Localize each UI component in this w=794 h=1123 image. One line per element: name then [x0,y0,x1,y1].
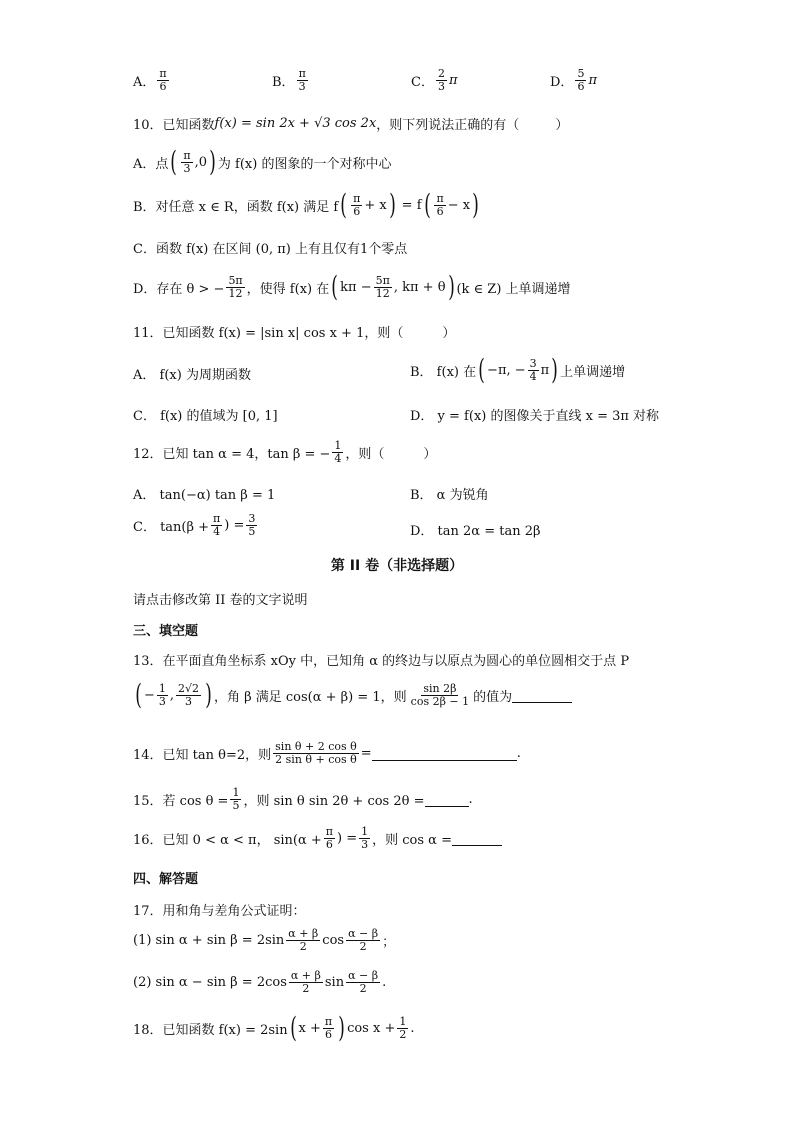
q9-option-b: B． $\frac{\pi}{3}$ [272,67,306,93]
part2-note: 请点击修改第 II 卷的文字说明 [133,593,308,608]
q15: 15．若 cos θ = $\frac{1}{5}$ ，则 sin θ sin 2θ + cos 2θ = . [133,786,473,812]
q16: 16．已知 0 < α < π， sin(α + $\frac{\pi}{6}$ ) = $\frac{1}{3}$ ，则 cos α = [133,826,502,851]
q12-option-c: C． tan(β + $\frac{\pi}{4}$ ) = $\frac{3}{5}$ [133,512,256,538]
q10-option-b: B．对任意 x ∈ R，函数 f(x) 满足 f ( $\frac{\pi}{6}$ + x ) = f ( $\frac{\pi}{6}$ − x ) [133,188,479,221]
q10-option-d: D．存在 θ > − $\frac{5\pi}{12}$ ，使得 f(x) 在 ( kπ − $\frac{5\pi}{12}$ , kπ + θ ) (k ∈ Z) 上单调递增 [133,270,571,303]
q14: 14．已知 tan θ=2，则 $\frac{\text{sin θ + 2 cos θ}}{\text{2 sin θ + cos θ}}$ = . [133,740,521,766]
q12-option-a: A． tan(−α) tan β = 1 [133,488,276,503]
section-answer: 四、解答题 [133,872,199,887]
q11-option-a: A． f(x) 为周期函数 [133,368,251,383]
q17-part2: (2) sin α − sin β = 2cos $\frac{\alpha + \beta}{2}$ sin $\frac{\alpha - \beta}{2}$ . [133,969,387,995]
q16-answer-blank[interactable] [452,831,502,846]
part2-title: 第 II 卷（非选择题） [330,558,464,574]
q11-option-b: B． f(x) 在 ( −π, − $\frac{3}{4}$ π ) 上单调递增 [410,353,626,386]
q9-option-d: D． $\frac{5}{6}$ π [550,67,597,93]
q11-option-d: D． y = f(x) 的图像关于直线 x = 3π 对称 [410,409,660,424]
q11-stem: 11．已知函数 f(x) = |sin x| cos x + 1，则（ ） [133,326,456,341]
q17-stem: 17．用和角与差角公式证明： [133,904,306,919]
q18: 18．已知函数 f(x) = 2sin ( x + $\frac{\pi}{6}$ ) cos x + $\frac{1}{2}$ . [133,1011,415,1044]
q9-option-c: C． $\frac{2}{3}$ π [411,67,458,93]
q9-option-a: A． $\frac{\pi}{6}$ [133,67,167,93]
q12-option-d: D． tan 2α = tan 2β [410,524,541,539]
q13-stem: 13．在平面直角坐标系 xOy 中，已知角 α 的终边与以原点为圆心的单位圆相交于点 P [133,654,630,669]
section-fill-in: 三、填空题 [133,624,199,639]
q10-stem: 10．已知函数 f(x) = sin 2x + √3 cos 2x ，则下列说法正确的有（ ） [133,116,569,133]
q17-part1: (1) sin α + sin β = 2sin $\frac{\alpha + \beta}{2}$ cos $\frac{\alpha - \beta}{2}$ ； [133,927,396,953]
q13-answer-blank[interactable] [512,688,572,703]
q10-option-c: C．函数 f(x) 在区间 (0, π) 上有且仅有1个零点 [133,242,408,257]
q14-answer-blank[interactable] [372,746,517,761]
q13-condition: ( − $\frac{1}{3}$ , $\frac{2√2}{3}$ ) ，角 β 满足 cos(α + β) = 1，则 $\frac{\sin 2\beta}{\cos 2\beta - 1}$ 的值为 [133,681,572,709]
q10-option-a: A．点 ( $\frac{\pi}{3}$ ,0 ) 为 f(x) 的图象的一个对称中心 [133,145,392,178]
q15-answer-blank[interactable] [425,792,469,807]
q11-option-c: C． f(x) 的值域为 [0, 1] [133,409,278,424]
q12-stem: 12．已知 tan α = 4，tan β = − $\frac{1}{4}$ ，则（ ） [133,439,437,465]
q12-option-b: B． α 为锐角 [410,488,489,503]
